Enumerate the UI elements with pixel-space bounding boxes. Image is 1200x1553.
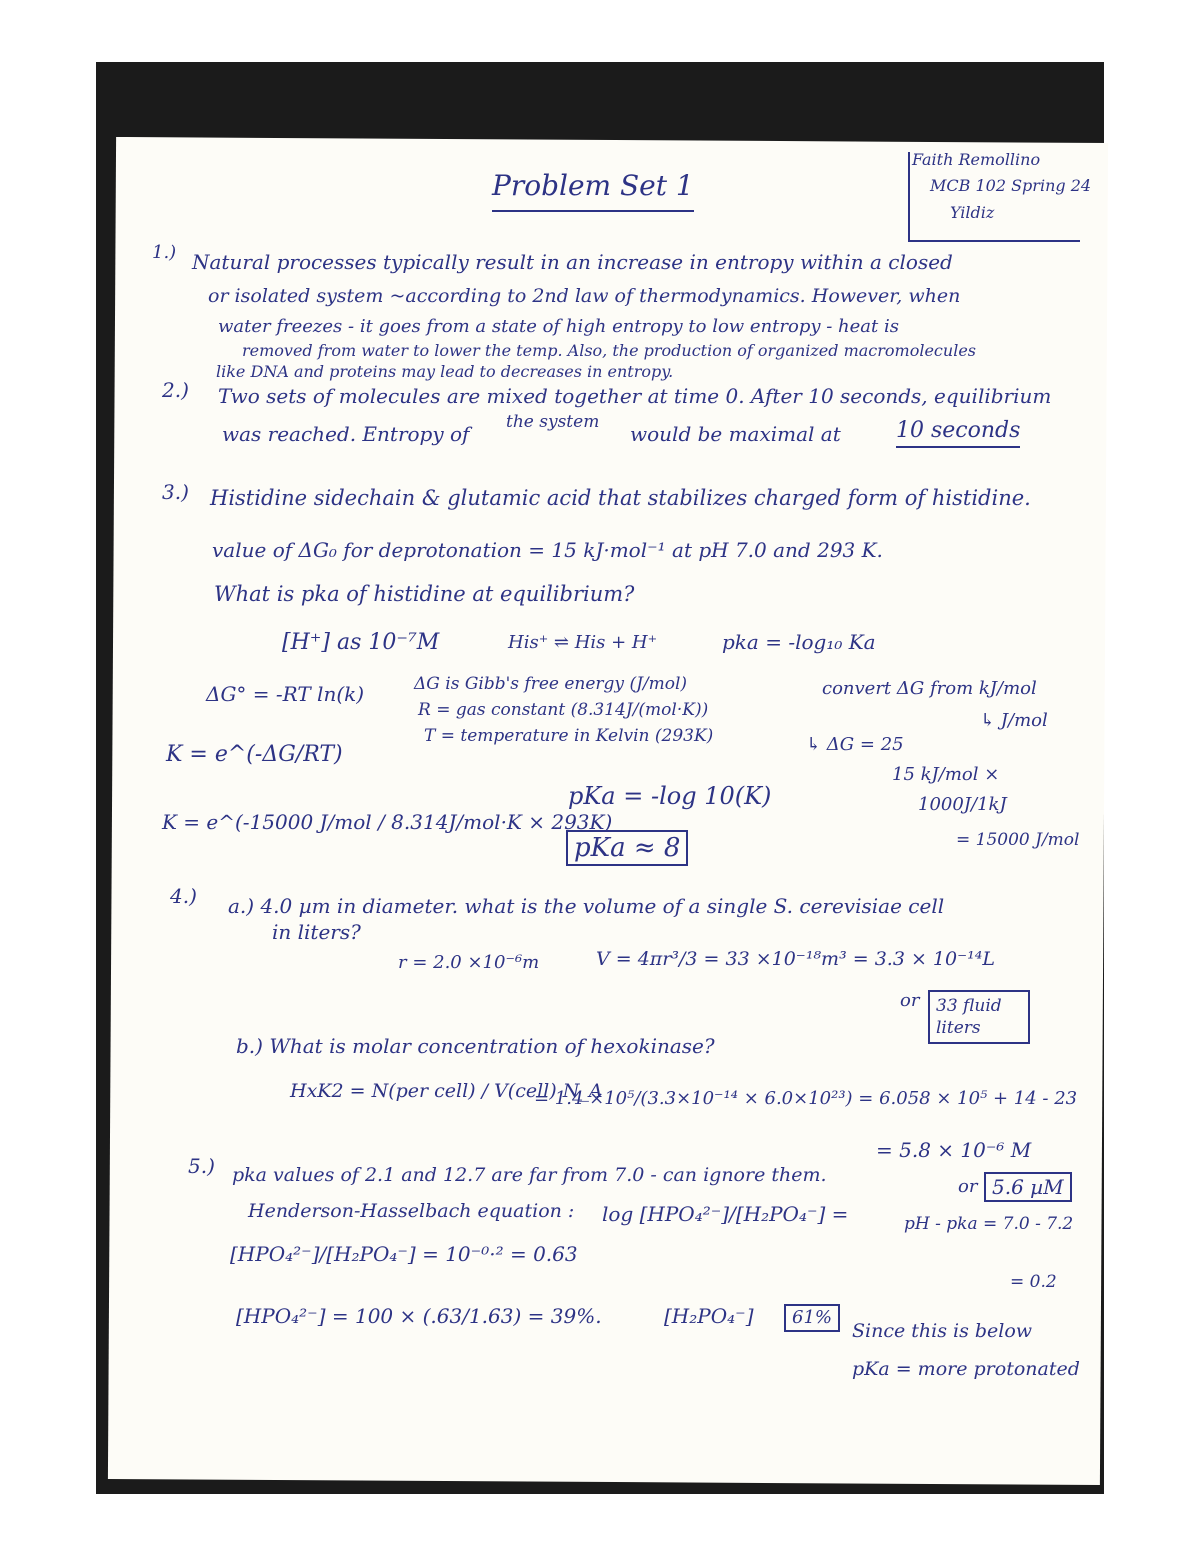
- q3-line: value of ΔG₀ for deprotonation = 15 kJ·mol⁻¹ at pH 7.0 and 293 K.: [212, 538, 883, 562]
- q5-difference: = 0.2: [1010, 1272, 1057, 1292]
- q5-note: Since this is below: [852, 1320, 1033, 1342]
- q5-line: Henderson-Hasselbach equation :: [248, 1200, 575, 1222]
- q4a-line: a.) 4.0 µm in diameter. what is the volume of a single S. cerevisiae cell: [228, 894, 945, 918]
- q2-insert: the system: [506, 412, 600, 432]
- q3-convert-result: = 15000 J/mol: [956, 830, 1080, 850]
- q5-number: 5.): [188, 1154, 215, 1178]
- q2-line: Two sets of molecules are mixed together at time 0. After 10 seconds, equilibrium: [218, 384, 1052, 408]
- q2-answer: 10 seconds: [896, 420, 1020, 448]
- q3-convert-note: convert ΔG from kJ/mol: [822, 678, 1037, 699]
- q3-line: What is pka of histidine at equilibrium?: [214, 582, 635, 606]
- q5-ratio: [HPO₄²⁻]/[H₂PO₄⁻] = 10⁻⁰·² = 0.63: [230, 1242, 578, 1266]
- q1-line: or isolated system ~according to 2nd law of thermodynamics. However, when: [208, 285, 961, 307]
- q3-definition: T = temperature in Kelvin (293K): [424, 726, 714, 746]
- page-title: Problem Set 1: [492, 172, 694, 212]
- q5-hpo4-percent: [HPO₄²⁻] = 100 × (.63/1.63) = 39%.: [236, 1304, 602, 1328]
- q4-number: 4.): [170, 884, 197, 908]
- q3-convert-note: 15 kJ/mol ×: [892, 764, 1000, 785]
- q4b-calculation: = 1.4 ×10⁵/(3.3×10⁻¹⁴ × 6.0×10²³) = 6.058 × 10⁵ + 14 - 23: [534, 1088, 1078, 1109]
- q3-k-equation: K = e^(-ΔG/RT): [166, 742, 343, 767]
- q4b-answer: 5.6 µM: [984, 1172, 1072, 1202]
- q3-pka-equation: pKa = -log 10(K): [568, 782, 772, 810]
- q5-h2po4-label: [H₂PO₄⁻]: [664, 1304, 754, 1328]
- q4a-volume: V = 4πr³/3 = 33 ×10⁻¹⁸m³ = 3.3 × 10⁻¹⁴L: [596, 948, 995, 970]
- student-name: Faith Remollino: [912, 150, 1041, 169]
- q5-hh-equation: log [HPO₄²⁻]/[H₂PO₄⁻] =: [602, 1202, 849, 1226]
- q3-k-substituted: K = e^(-15000 J/mol / 8.314J/mol·K × 293K): [162, 810, 613, 834]
- q4a-line: in liters?: [272, 920, 361, 944]
- q2-number: 2.): [162, 378, 189, 402]
- q3-convert-note: ↳ J/mol: [980, 710, 1048, 731]
- q1-line: removed from water to lower the temp. Also, the production of organized macromolecules: [242, 341, 976, 360]
- q1-line: like DNA and proteins may lead to decreases in entropy.: [216, 362, 674, 381]
- q3-line: Histidine sidechain & glutamic acid that stabilizes charged form of histidine.: [210, 486, 1031, 510]
- q3-answer: pKa ≈ 8: [566, 830, 688, 866]
- q4a-or: or: [900, 990, 920, 1011]
- q5-ph-minus-pka: pH - pka = 7.0 - 7.2: [904, 1214, 1074, 1234]
- q3-definition: R = gas constant (8.314J/(mol·K)): [418, 700, 709, 720]
- q4b-line: b.) What is molar concentration of hexokinase?: [236, 1034, 715, 1058]
- q2-line: was reached. Entropy of: [222, 422, 470, 446]
- q4b-or: or: [958, 1176, 978, 1197]
- q3-reaction: His⁺ ⇌ His + H⁺: [508, 632, 658, 653]
- q4b-result: = 5.8 × 10⁻⁶ M: [876, 1138, 1032, 1162]
- q2-line: would be maximal at: [630, 422, 841, 446]
- q3-pka-definition: pka = -log₁₀ Ka: [722, 630, 876, 654]
- q3-number: 3.): [162, 480, 189, 504]
- q3-convert-note: ↳ ΔG = 25: [806, 734, 904, 755]
- q4b-equation: HxK2 = N(per cell) / V(cell) N_A: [290, 1080, 603, 1102]
- instructor-name: Yildiz: [950, 203, 995, 222]
- q4a-answer: 33 fluid liters: [928, 990, 1030, 1044]
- q3-convert-note: 1000J/1kJ: [918, 794, 1007, 815]
- q3-definition: ΔG is Gibb's free energy (J/mol): [414, 674, 688, 694]
- q5-h2po4-answer: 61%: [784, 1304, 840, 1332]
- q3-gibbs-equation: ΔG° = -RT ln(k): [206, 682, 365, 706]
- q1-number: 1.): [152, 242, 177, 263]
- q5-note: pKa = more protonated: [852, 1358, 1080, 1380]
- q5-line: pka values of 2.1 and 12.7 are far from 7.0 - can ignore them.: [232, 1164, 827, 1186]
- q3-h-concentration: [H⁺] as 10⁻⁷M: [282, 630, 440, 655]
- q4a-radius: r = 2.0 ×10⁻⁶m: [398, 952, 540, 973]
- q1-line: water freezes - it goes from a state of high entropy to low entropy - heat is: [218, 316, 899, 337]
- q1-line: Natural processes typically result in an increase in entropy within a closed: [192, 250, 953, 274]
- course-name: MCB 102 Spring 24: [930, 176, 1092, 195]
